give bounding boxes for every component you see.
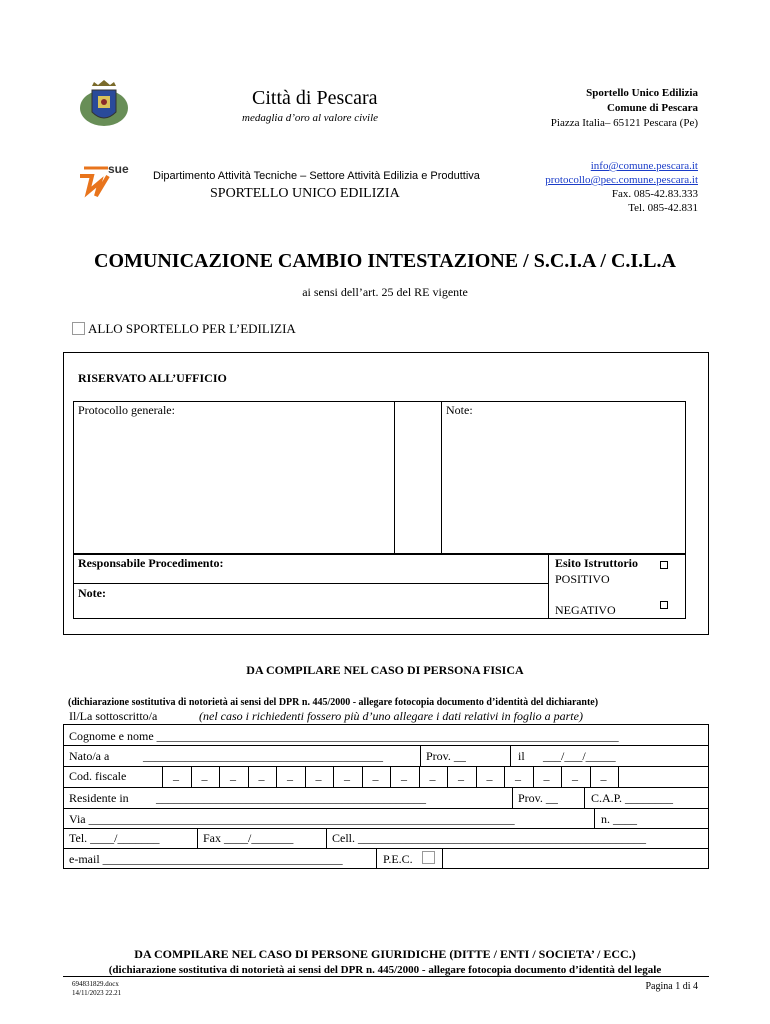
- col-line: [420, 745, 421, 766]
- cod-fiscale-cell-border: [305, 766, 306, 787]
- cod-fiscale-cell[interactable]: _: [600, 768, 607, 782]
- protocollo-label: Protocollo generale:: [78, 403, 175, 417]
- cod-fiscale-cell-border: [248, 766, 249, 787]
- cod-fiscale-cell-border: [276, 766, 277, 787]
- protocollo-box: [73, 401, 395, 554]
- cod-fiscale-cell-border: [590, 766, 591, 787]
- tel-field[interactable]: Tel. ____/_______: [69, 831, 160, 845]
- civic-number-field[interactable]: n. ____: [601, 812, 637, 826]
- residente-field[interactable]: _____________________________________________: [156, 791, 426, 805]
- sottoscritto-label: Il/La sottoscritto/a: [69, 709, 158, 723]
- persona-fisica-heading: DA COMPILARE NEL CASO DI PERSONA FISICA: [246, 663, 524, 677]
- cod-fiscale-cell-border: [390, 766, 391, 787]
- row-line: [63, 828, 709, 829]
- office-commune: Comune di Pescara: [606, 102, 698, 114]
- cod-fiscale-cell-border: [476, 766, 477, 787]
- cod-fiscale-cell[interactable]: _: [458, 768, 464, 782]
- contact-block: [545, 159, 698, 215]
- cod-fiscale-cell[interactable]: _: [372, 768, 379, 782]
- row-line: [63, 745, 709, 746]
- cod-fiscale-cell[interactable]: _: [173, 768, 179, 782]
- il-label: il: [518, 749, 525, 763]
- footer-page: Pagina 1 di 4: [645, 981, 698, 992]
- cap-field[interactable]: C.A.P. ________: [591, 791, 674, 805]
- persona-fisica-declaration: (dichiarazione sostitutiva di notorietà ai sensi del DPR n. 445/2000 - allegare fotocopia documento d’identità del dichiarante): [68, 697, 599, 708]
- positivo-label: POSITIVO: [555, 572, 610, 586]
- department-sub: SPORTELLO UNICO EDILIZIA: [210, 186, 400, 201]
- tel-number: Tel. 085-42.831: [628, 202, 698, 214]
- office-use-heading: RISERVATO ALL’UFFICIO: [78, 371, 227, 385]
- cod-fiscale-cell[interactable]: _: [258, 768, 265, 782]
- row-line: [63, 808, 709, 809]
- cod-fiscale-cell-border: [191, 766, 192, 787]
- col-line: [584, 787, 585, 808]
- persone-giuridiche-declaration: (dichiarazione sostitutiva di notorietà ai sensi del DPR n. 445/2000 - allegare fotocopia documento d’identità del legale: [108, 964, 662, 976]
- document-subtitle: ai sensi dell’art. 25 del RE vigente: [302, 285, 468, 299]
- cod-fiscale-cell-border: [362, 766, 363, 787]
- col-line: [197, 828, 198, 848]
- prov-field[interactable]: Prov. __: [426, 749, 466, 763]
- cod-fiscale-cell[interactable]: _: [572, 768, 578, 782]
- row-line: [63, 766, 709, 767]
- residente-label: Residente in: [69, 791, 129, 805]
- cod-fiscale-cell-border: [618, 766, 619, 787]
- note-bottom-label: Note:: [78, 586, 106, 600]
- col-line: [442, 848, 443, 869]
- cod-fiscale-cell[interactable]: _: [344, 768, 350, 782]
- email-field[interactable]: e-mail ________________________________________: [69, 852, 343, 866]
- pec-label: P.E.C.: [383, 852, 413, 866]
- footer-date: 14/11/2023 22.21: [72, 989, 122, 997]
- responsabile-label: Responsabile Procedimento:: [78, 556, 224, 570]
- row-line: [63, 848, 709, 849]
- cod-fiscale-cell[interactable]: _: [230, 768, 236, 782]
- cod-fiscale-cell[interactable]: _: [315, 768, 322, 782]
- protocollo-side-box: [394, 401, 442, 554]
- cod-fiscale-cell[interactable]: _: [486, 768, 493, 782]
- coat-of-arms-logo: [78, 78, 130, 130]
- cod-fiscale-cell[interactable]: _: [515, 768, 521, 782]
- cod-fiscale-cell[interactable]: _: [543, 768, 550, 782]
- nato-label: Nato/a a: [69, 749, 110, 763]
- cod-fiscale-cell-border: [447, 766, 448, 787]
- row-line: [63, 787, 709, 788]
- document-title: COMUNICAZIONE CAMBIO INTESTAZIONE / S.C.I.A / C.I.L.A: [94, 250, 676, 272]
- recipient-checkbox[interactable]: [72, 322, 85, 335]
- office-address: Piazza Italia– 65121 Pescara (Pe): [550, 117, 698, 129]
- prov2-field[interactable]: Prov. __: [518, 791, 558, 805]
- positivo-checkbox[interactable]: [660, 561, 668, 569]
- office-title: Sportello Unico Edilizia: [586, 87, 698, 99]
- note-top-box: [441, 401, 686, 554]
- nato-field[interactable]: ________________________________________: [143, 749, 383, 763]
- cod-fiscale-cell-border: [162, 766, 163, 787]
- cod-fiscale-cell-border: [504, 766, 505, 787]
- cod-fiscale-cell-border: [219, 766, 220, 787]
- cod-fiscale-cell-border: [533, 766, 534, 787]
- responsabile-divider: [73, 583, 549, 584]
- fax-field[interactable]: Fax ____/_______: [203, 831, 294, 845]
- negativo-label: NEGATIVO: [555, 603, 616, 617]
- city-subtitle: medaglia d’oro al valore civile: [242, 112, 379, 124]
- cognome-field[interactable]: Cognome e nome _____________________________________________________________________________: [69, 729, 619, 743]
- persone-giuridiche-heading: DA COMPILARE NEL CASO DI PERSONE GIURIDICHE (DITTE / ENTI / SOCIETA’ / ECC.): [134, 947, 636, 961]
- recipient-label: ALLO SPORTELLO PER L’EDILIZIA: [88, 321, 296, 336]
- cod-fiscale-cell[interactable]: _: [401, 768, 407, 782]
- cod-fiscale-cell-border: [419, 766, 420, 787]
- cod-fiscale-cell[interactable]: _: [429, 768, 436, 782]
- col-line: [594, 808, 595, 828]
- cod-fiscale-label: Cod. fiscale: [69, 769, 127, 783]
- department-name: Dipartimento Attività Tecniche – Settore Attività Edilizia e Produttiva: [153, 170, 480, 182]
- note-top-label: Note:: [446, 403, 473, 417]
- birth-date-field[interactable]: ___/___/_____: [543, 749, 616, 763]
- city-name: Città di Pescara: [252, 87, 378, 109]
- col-line: [512, 787, 513, 808]
- esito-label: Esito Istruttorio: [555, 556, 638, 570]
- office-block: [551, 86, 698, 131]
- footer-file: 694831829.docx: [72, 980, 119, 988]
- cell-field[interactable]: Cell. ________________________________________________: [332, 831, 646, 845]
- cod-fiscale-cell-border: [333, 766, 334, 787]
- negativo-checkbox[interactable]: [660, 601, 668, 609]
- col-line: [510, 745, 511, 766]
- sue-logo: [78, 162, 134, 198]
- email-link[interactable]: info@comune.pescara.it: [590, 160, 698, 172]
- cod-fiscale-cell[interactable]: _: [287, 768, 293, 782]
- fax-number: Fax. 085-42.83.333: [611, 188, 698, 200]
- col-line: [326, 828, 327, 848]
- pec-checkbox[interactable]: [422, 851, 435, 864]
- via-field[interactable]: Via _______________________________________________________________________: [69, 812, 515, 826]
- pec-link[interactable]: protocollo@pec.comune.pescara.it: [545, 174, 698, 186]
- sottoscritto-note: (nel caso i richiedenti fossero più d’uno allegare i dati relativi in foglio a parte): [199, 709, 583, 723]
- col-line: [376, 848, 377, 869]
- cod-fiscale-cell-border: [561, 766, 562, 787]
- footer-rule: [63, 976, 709, 977]
- cod-fiscale-cell[interactable]: _: [201, 768, 208, 782]
- sue-logo-text: sue: [108, 162, 129, 176]
